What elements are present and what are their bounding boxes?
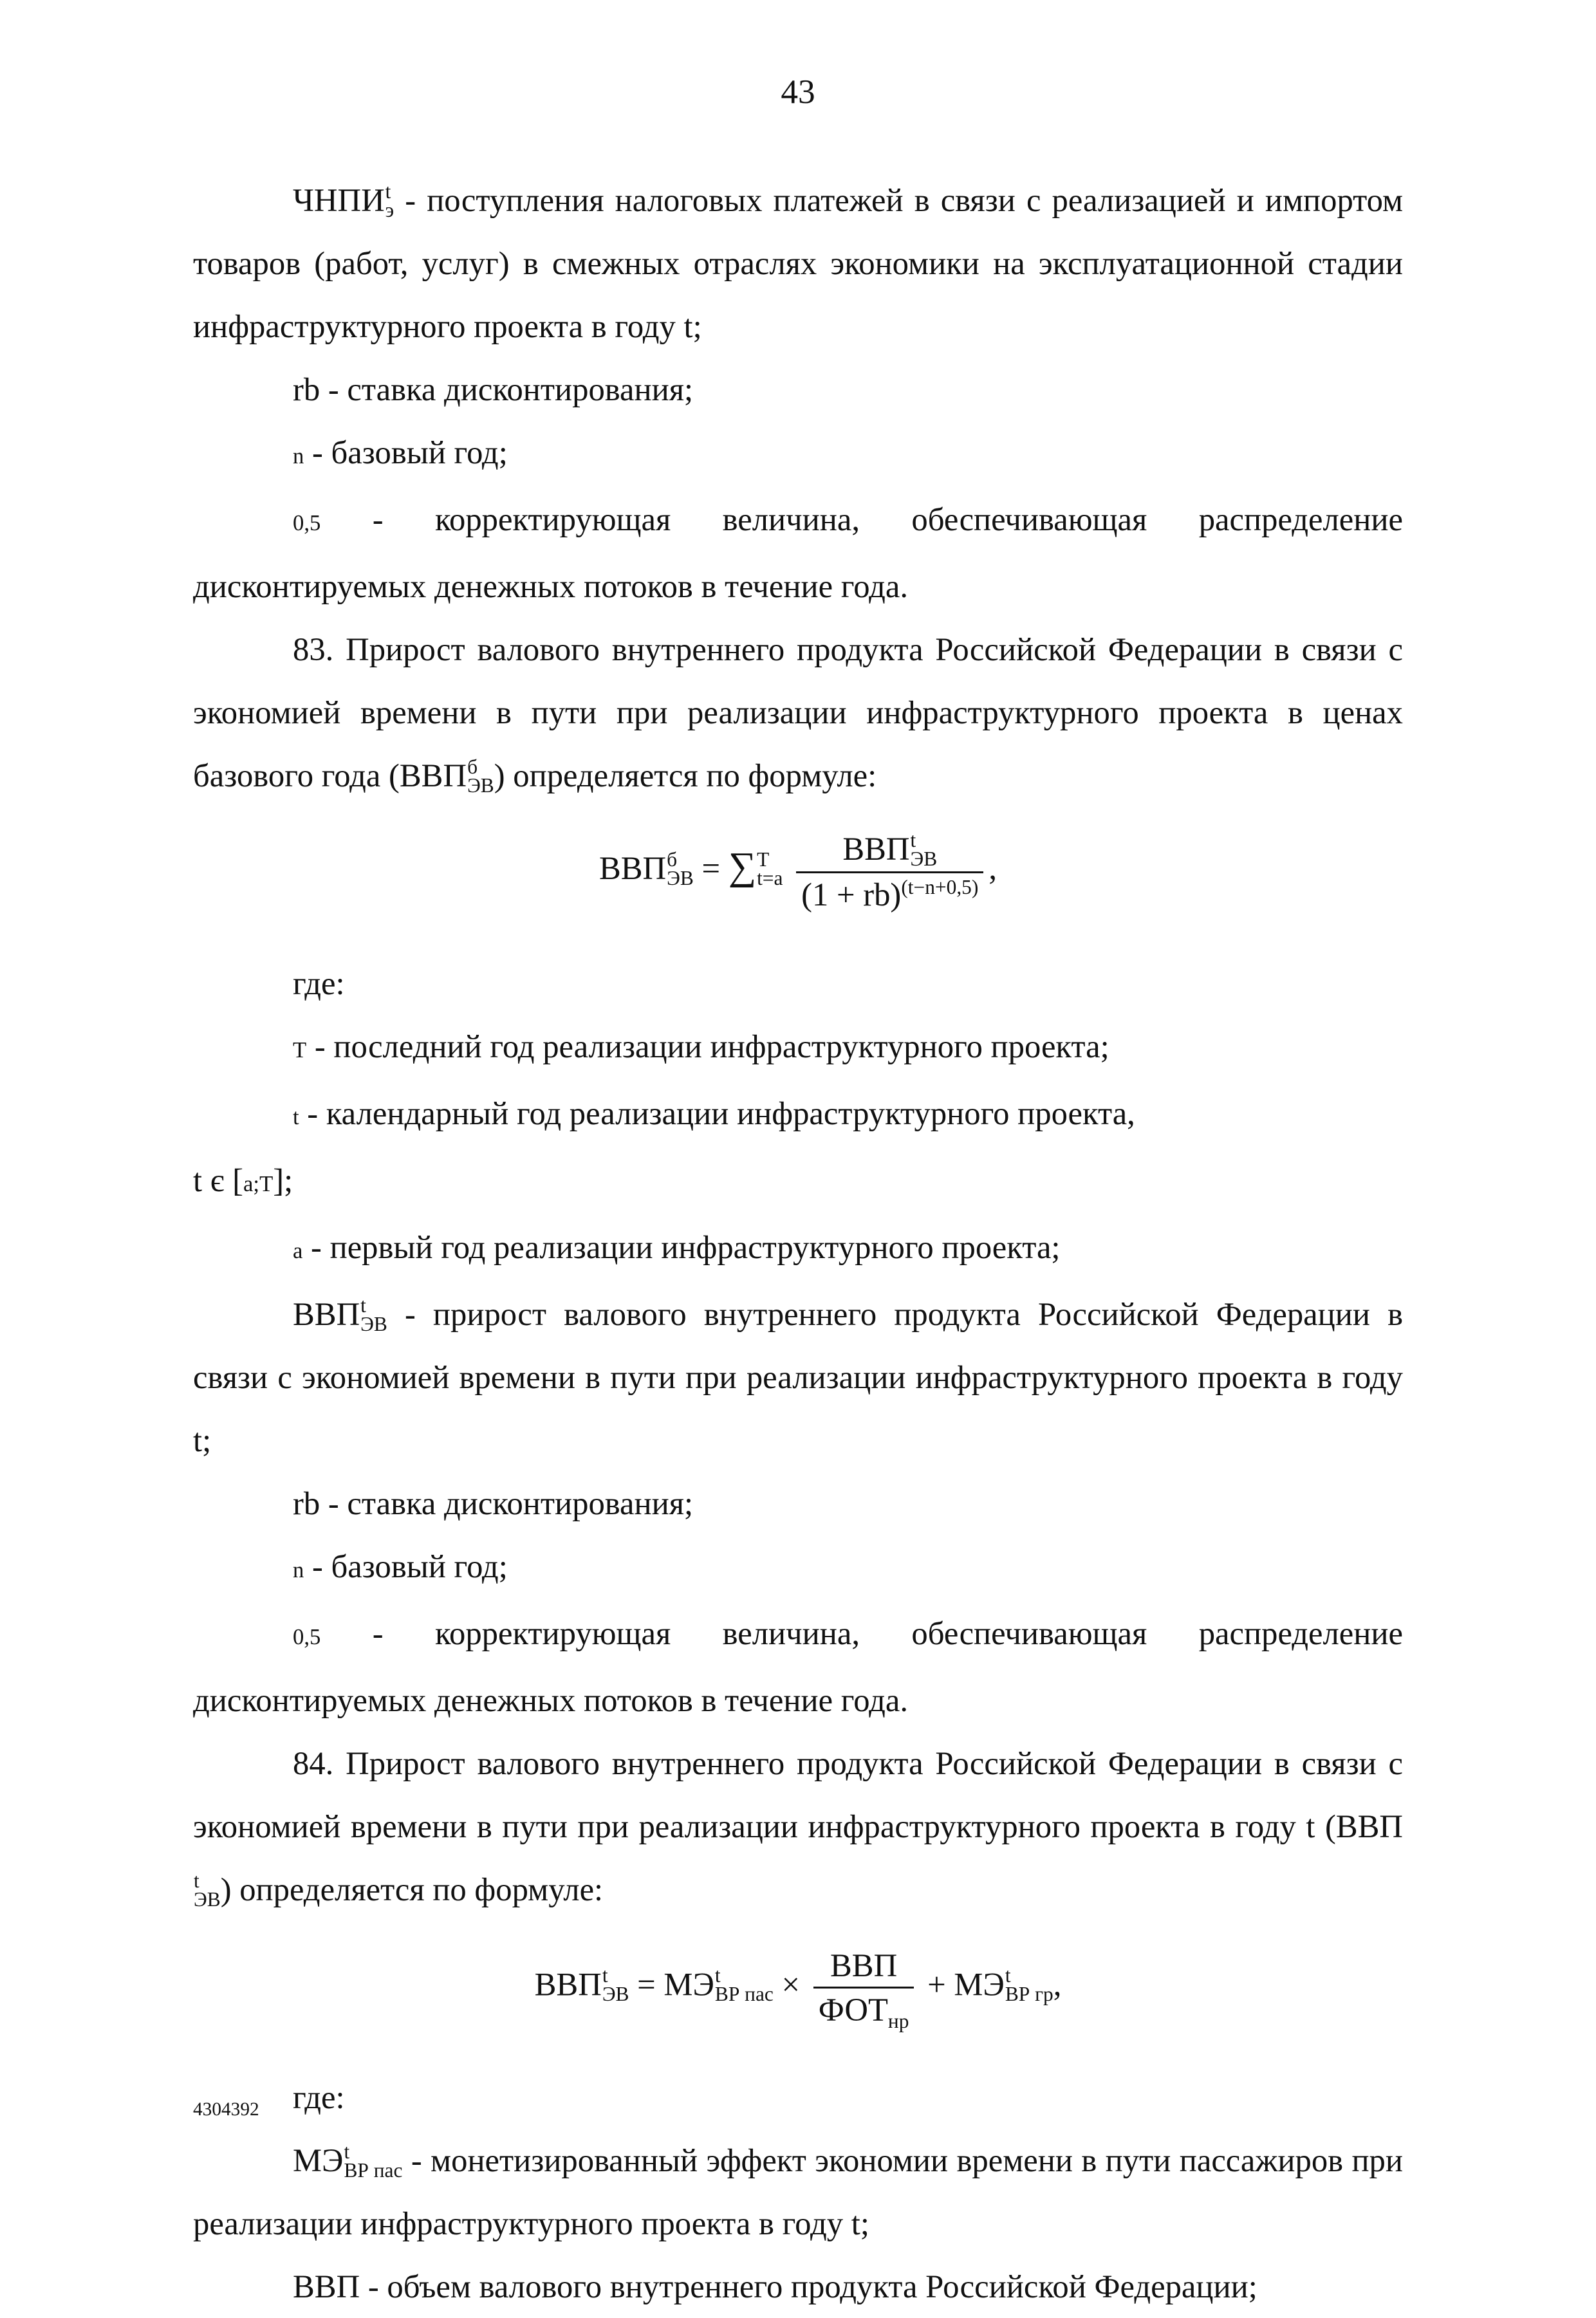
def-chnpi — [193, 169, 1403, 358]
symbol-chnpi: ЧНПИ — [293, 182, 385, 218]
symbol-vvp-t-ev-inline: ВВП — [1335, 1808, 1403, 1844]
symbol-chnpi-indices: t э — [385, 180, 394, 221]
paragraph-83: 83. Прирост валового внутреннего продукта Российской Федерации в связи с экономией времени в пути при реализации инфраструктурного проекта в ценах базового года (ВВП б ЭВ ) определяется по формуле: — [193, 631, 1403, 797]
symbol-me-passenger: МЭ — [293, 2142, 344, 2179]
symbol-t: t — [293, 1104, 299, 1129]
formula2-me-passenger: МЭ — [663, 1966, 714, 2003]
formula-vvp-discounted: ВВП б ЭВ = ∑ T t=a ВВП t ЭВ (1 + rb)$^{(t-n+0,5)}$ , — [598, 828, 998, 913]
symbol-a: a — [293, 1238, 303, 1263]
symbol-vvp: ВВП — [293, 2268, 360, 2305]
where-label-1: где: — [293, 965, 345, 1001]
formula1-lhs: ВВП — [598, 850, 667, 887]
def-coefficient-2: 0,5 - корректирующая величина, обеспечивающая распределение дисконтируемых денежных потоков в течение года. — [193, 1615, 1403, 1718]
symbol-n: n — [293, 444, 304, 468]
def-t-range: t є [a;T]; — [193, 1162, 293, 1198]
formula2-numerator: ВВП — [813, 1947, 914, 1989]
def-vvp-total: ВВП - объем валового внутреннего продукта Российской Федерации; — [293, 2268, 1257, 2305]
formula1-fraction — [796, 830, 983, 913]
symbol-T: T — [293, 1037, 307, 1062]
formula2-lhs: ВВП — [534, 1966, 602, 2003]
formula1-numerator: ВВП t ЭВ — [796, 830, 983, 873]
formula-vvp-annual: ВВП t ЭВ = МЭ t ВР пас × $\frac{\text{ВВП}}{ФОТ_{нр}}$ + МЭ t ВР гр , — [534, 1947, 1062, 2033]
formula1-denominator: (1 + rb)$^{(t-n+0,5)}$ — [801, 875, 979, 913]
def-rb — [193, 358, 1403, 421]
formula2-fraction — [813, 1947, 914, 2033]
where-label-2: где: — [293, 2079, 345, 2116]
formula2-me-freight: МЭ — [954, 1966, 1005, 2003]
paragraph-84: 84. Прирост валового внутреннего продукта Российской Федерации в связи с экономией времени в пути при реализации инфраструктурного проекта в году t (ВВП t ЭВ ) определяется по формуле: — [193, 1745, 1403, 1911]
formula2-denominator: $ФОТ_{нр}$ — [818, 1992, 909, 2033]
def-rb-2: rb - ставка дисконтирования; — [293, 1485, 694, 1521]
sum-sign: ∑ — [728, 845, 757, 889]
def-vvp-ev: ВВП t ЭВ - прирост валового внутреннего продукта Российской Федерации в связи с экономией времени в пути при реализации инфраструктурного проекта в году t; — [193, 1293, 1403, 1458]
def-me-passenger: МЭ t ВР пас - монетизированный эффект экономии времени в пути пассажиров при реализации инфраструктурного проекта в году t; — [193, 2140, 1403, 2242]
def-n-2: n - базовый год; — [293, 1548, 508, 1584]
def-n — [193, 421, 1403, 488]
def-T: T - последний год реализации инфраструктурного проекта; — [293, 1028, 1109, 1064]
def-n-text: - базовый год; — [304, 434, 508, 470]
def-chnpi-text: - поступления налоговых платежей в связи с реализацией и импортом товаров (работ, услуг) в смежных отраслях экономики на эксплуатационной стадии инфраструктурного проекта в году t; — [193, 182, 1403, 344]
symbol-vvp-t-ev: ВВП — [293, 1295, 360, 1332]
def-a: a - первый год реализации инфраструктурного проекта; — [293, 1229, 1061, 1265]
def-t: t - календарный год реализации инфраструктурного проекта, — [293, 1095, 1135, 1131]
def-coefficient-text: - корректирующая величина, обеспечивающая распределение дисконтируемых денежных потоков в течение года. — [193, 501, 1403, 604]
symbol-rb: rb — [293, 371, 320, 407]
page-number: 43 — [781, 72, 815, 111]
def-rb-text: - ставка дисконтирования; — [320, 371, 694, 407]
symbol-vvp-b-ev: ВВП — [399, 757, 467, 793]
document-body — [193, 169, 1403, 2318]
sum-limits: T t=a — [757, 848, 783, 889]
symbol-coefficient: 0,5 — [293, 511, 321, 535]
document-code: 4304392 — [193, 2099, 259, 2120]
def-coefficient — [193, 488, 1403, 618]
